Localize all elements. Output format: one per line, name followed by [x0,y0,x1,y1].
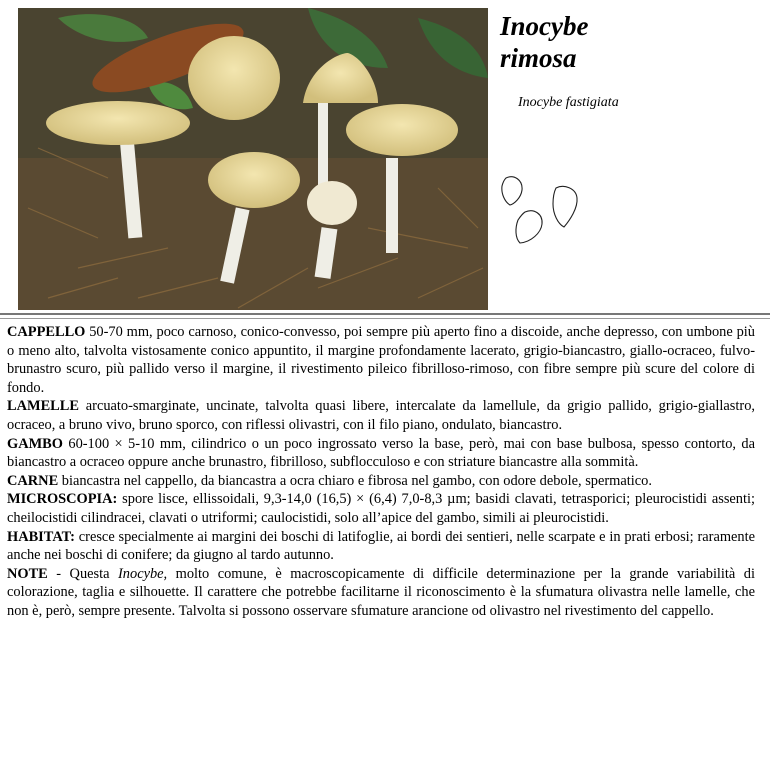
divider [0,318,770,319]
mushroom-photo [18,8,488,310]
section-body: biancastra nel cappello, da biancastra a ocra chiaro e fibrosa nel gambo, con odore debole, spermatico. [58,472,652,489]
section-body: 50-70 mm, poco carnoso, conico-convesso, poi sempre più aperto fino a discoide, anche depresso, con umbone più o meno alto, talvolta vistosamente conico appuntito, il margine profondamente lacerato, grigio-biancastro, giallo-ocraceo, fulvo-brunastro scuro, più pallido verso il margine, il rivestimento pileico fibrilloso-rimoso, con fibre sempre più scure del colore di fondo. [7,324,755,396]
section-note [7,565,755,621]
section-label: CARNE [7,472,59,489]
section-body: arcuato-smarginate, uncinate, talvolta quasi libere, intercalate da lamellule, da grigio pallido, grigio-giallastro, ocraceo, a bruno vivo, bruno sporco, con riflessi olivastri, con il filo piano, ondulato, biancastro. [7,398,755,433]
spore-outlines-icon [498,172,583,252]
section-body: molto comune, è macroscopicamente di difficile determinazione per la grande variabilità di colorazione, taglia e silhouette. Il carattere che potrebbe facilitarne il riconoscimento è la sfumatura olivastra nelle lamelle, che non è, però, sempre presente. Talvolta si possono osservare sfumature arancione od olivastro nel rivestimento del cappello. [7,565,755,619]
title-genus: Inocybe [500,11,589,41]
section-label: HABITAT: [7,528,75,545]
synonym-name: Inocybe fastigiata [518,95,619,110]
section-label: LAMELLE [7,398,79,415]
section-carne [7,472,755,491]
title-species: rimosa [500,43,577,73]
divider [0,313,770,315]
section-body: 60-100 × 5-10 mm, cilindrico o un poco ingrossato verso la base, però, mai con base bulbosa, spesso contorto, da biancastro a ocraceo oppure anche brunastro, fibrilloso, subflocculoso e con striature biancastre alla sommità. [7,435,755,471]
section-gambo [7,435,755,472]
section-label: MICROSCOPIA: [7,491,118,508]
section-microscopia [7,490,755,527]
section-lamelle [7,397,755,434]
spore-outlines [498,172,583,257]
species-title [500,10,588,74]
section-label: NOTE [7,565,48,582]
genus-italic: Inocybe, [118,565,168,582]
section-body: - Questa [47,565,119,582]
description-text [7,323,755,621]
section-cappello [7,323,755,397]
section-body: cresce specialmente ai margini dei boschi di latifoglie, ai bordi dei sentieri, nelle scarpate e in prati erbosi; raramente anche nei boschi di conifere; da giugno al tardo autunno. [7,528,755,564]
mushroom-photo-icon [18,8,488,310]
section-habitat [7,528,755,565]
section-body: spore lisce, ellissoidali, 9,3-14,0 (16,5) × (6,4) 7,0-8,3 µm; basidi clavati, tetrasporici; pleurocistidi assenti; cheilocistidi cilindracei, clavati o utriformi; caulocistidi, solo all’apice del gambo, simili ai pleurocistidi. [7,491,755,526]
section-label: CAPPELLO [7,324,86,340]
section-label: GAMBO [7,435,63,452]
